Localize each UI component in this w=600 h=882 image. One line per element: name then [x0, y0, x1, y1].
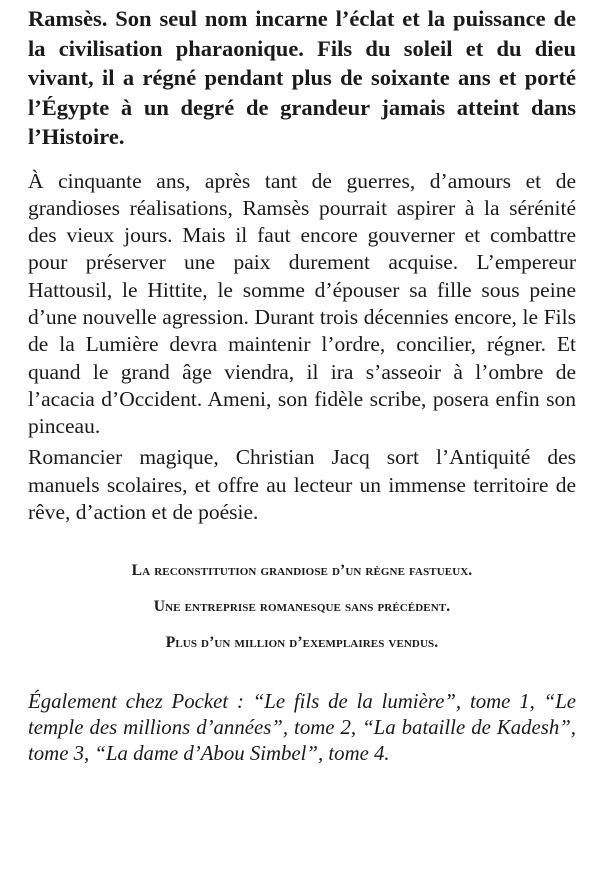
tagline-1: La reconstitution grandiose d’un règne fastueux.	[131, 562, 473, 580]
body-paragraph-2: Romancier magique, Christian Jacq sort l’Antiquité des manuels scolaires, et offre au lecteur un immense territoire de rêve, d’action et de poésie.	[28, 445, 576, 525]
also-available-note: Également chez Pocket : “Le fils de la lumière”, tome 1, “Le temple des millions d’années”, tome 2, “La bataille de Kadesh”, tome 3, “La dame d’Abou Simbel”, tome 4.	[28, 690, 576, 766]
tagline-block	[28, 562, 576, 651]
intro-paragraph: Ramsès. Son seul nom incarne l’éclat et la puissance de la civilisation pharaonique. Fils du soleil et du dieu vivant, il a régné pendant plus de soixante ans et porté l’Égypte à un degré de grandeur jamais atteint dans l’Histoire.	[28, 6, 576, 149]
back-cover-text	[28, 4, 576, 788]
tagline-3: Plus d’un million d’exemplaires vendus.	[165, 634, 439, 652]
body-paragraph-1: À cinquante ans, après tant de guerres, d’amours et de grandioses réalisations, Ramsès pourrait aspirer à la sérénité des vieux jours. Mais il faut encore gouverner et combattre pour préserver une paix durement acquise. L’empereur Hattousil, le Hittite, le somme d’épouser sa fille sous peine d’une nouvelle agression. Durant trois décennies encore, le Fils de la Lumière devra maintenir l’ordre, concilier, régner. Et quand le grand âge viendra, il ira s’asseoir à l’ombre de l’acacia d’Occident. Ameni, son fidèle scribe, posera enfin son pinceau.	[28, 168, 576, 439]
tagline-2: Une entreprise romanesque sans précédent.	[153, 598, 451, 616]
